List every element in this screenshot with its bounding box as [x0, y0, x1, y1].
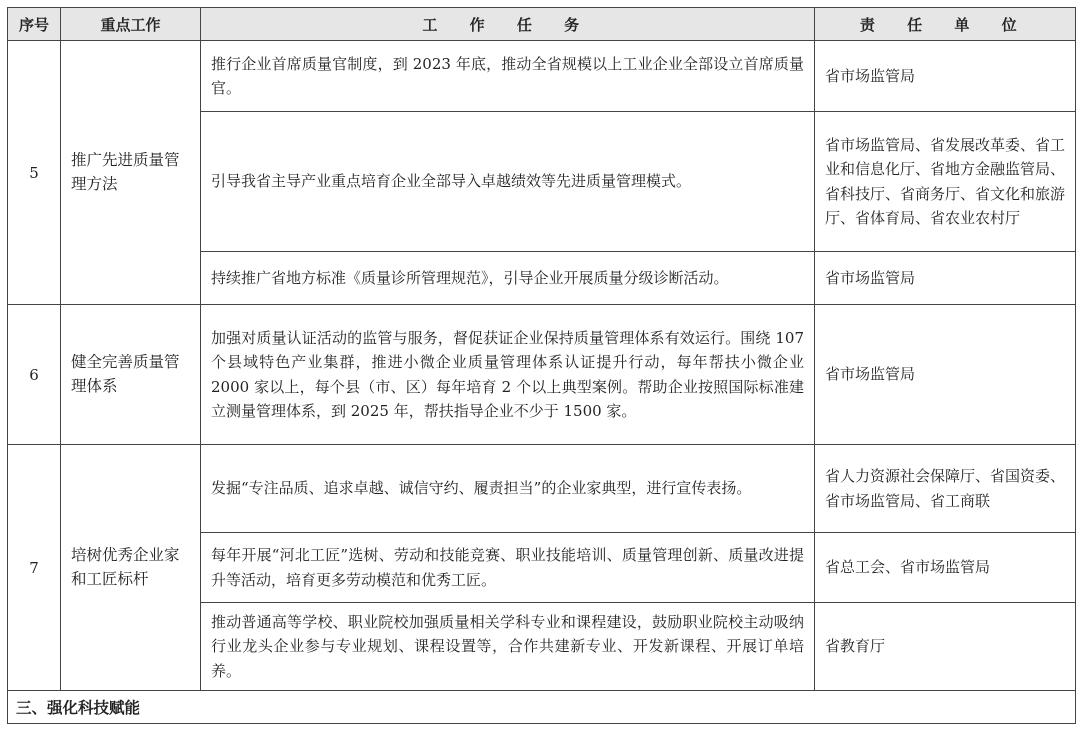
header-work-task-label: 工 作 任 务	[422, 15, 593, 34]
header-responsible-unit	[815, 8, 1076, 41]
responsible-unit-cell: 省市场监管局、省发展改革委、省工业和信息化厅、省地方金融监管局、省科技厅、省商务厅、省文化和旅游厅、省体育局、省农业农村厅	[815, 112, 1076, 252]
table-header-row	[8, 8, 1076, 41]
responsible-unit-cell: 省市场监管局	[815, 305, 1076, 445]
key-work-cell: 培树优秀企业家和工匠标杆	[61, 445, 201, 691]
section-heading: 三、强化科技赋能	[8, 691, 1076, 724]
header-responsible-unit-label: 责 任 单 位	[859, 15, 1031, 34]
serial-number-cell: 5	[8, 41, 61, 305]
task-cell: 引导我省主导产业重点培育企业全部导入卓越绩效等先进质量管理模式。	[201, 112, 815, 252]
responsible-unit-cell: 省市场监管局	[815, 252, 1076, 305]
key-work-cell: 推广先进质量管理方法	[61, 41, 201, 305]
header-key-work: 重点工作	[61, 8, 201, 41]
responsible-unit-cell: 省教育厅	[815, 603, 1076, 691]
table-row	[8, 41, 1076, 112]
table-row	[8, 445, 1076, 533]
serial-number-cell: 7	[8, 445, 61, 691]
task-cell: 推动普通高等学校、职业院校加强质量相关学科专业和课程建设，鼓励职业院校主动吸纳行业龙头企业参与专业规划、课程设置等，合作共建新专业、开发新课程、开展订单培养。	[201, 603, 815, 691]
header-work-task	[201, 8, 815, 41]
responsible-unit-cell: 省总工会、省市场监管局	[815, 533, 1076, 603]
header-serial-number: 序号	[8, 8, 61, 41]
task-cell: 推行企业首席质量官制度，到 2023 年底，推动全省规模以上工业企业全部设立首席质量官。	[201, 41, 815, 112]
key-work-cell: 健全完善质量管理体系	[61, 305, 201, 445]
responsible-unit-cell: 省市场监管局	[815, 41, 1076, 112]
serial-number-cell: 6	[8, 305, 61, 445]
work-plan-table	[7, 7, 1076, 724]
task-cell: 加强对质量认证活动的监管与服务，督促获证企业保持质量管理体系有效运行。围绕 107 个县域特色产业集群，推进小微企业质量管理体系认证提升行动，每年帮扶小微企业 2000 家以上，每个县（市、区）每年培育 2 个以上典型案例。帮助企业按照国际标准建立测量管理体系，到 2025 年，帮扶指导企业不少于 1500 家。	[201, 305, 815, 445]
responsible-unit-cell: 省人力资源社会保障厅、省国资委、省市场监管局、省工商联	[815, 445, 1076, 533]
table-row	[8, 305, 1076, 445]
section-heading-row	[8, 691, 1076, 724]
task-cell: 发掘“专注品质、追求卓越、诚信守约、履责担当”的企业家典型，进行宣传表扬。	[201, 445, 815, 533]
task-cell: 每年开展“河北工匠”选树、劳动和技能竞赛、职业技能培训、质量管理创新、质量改进提升等活动，培育更多劳动模范和优秀工匠。	[201, 533, 815, 603]
task-cell: 持续推广省地方标准《质量诊所管理规范》，引导企业开展质量分级诊断活动。	[201, 252, 815, 305]
